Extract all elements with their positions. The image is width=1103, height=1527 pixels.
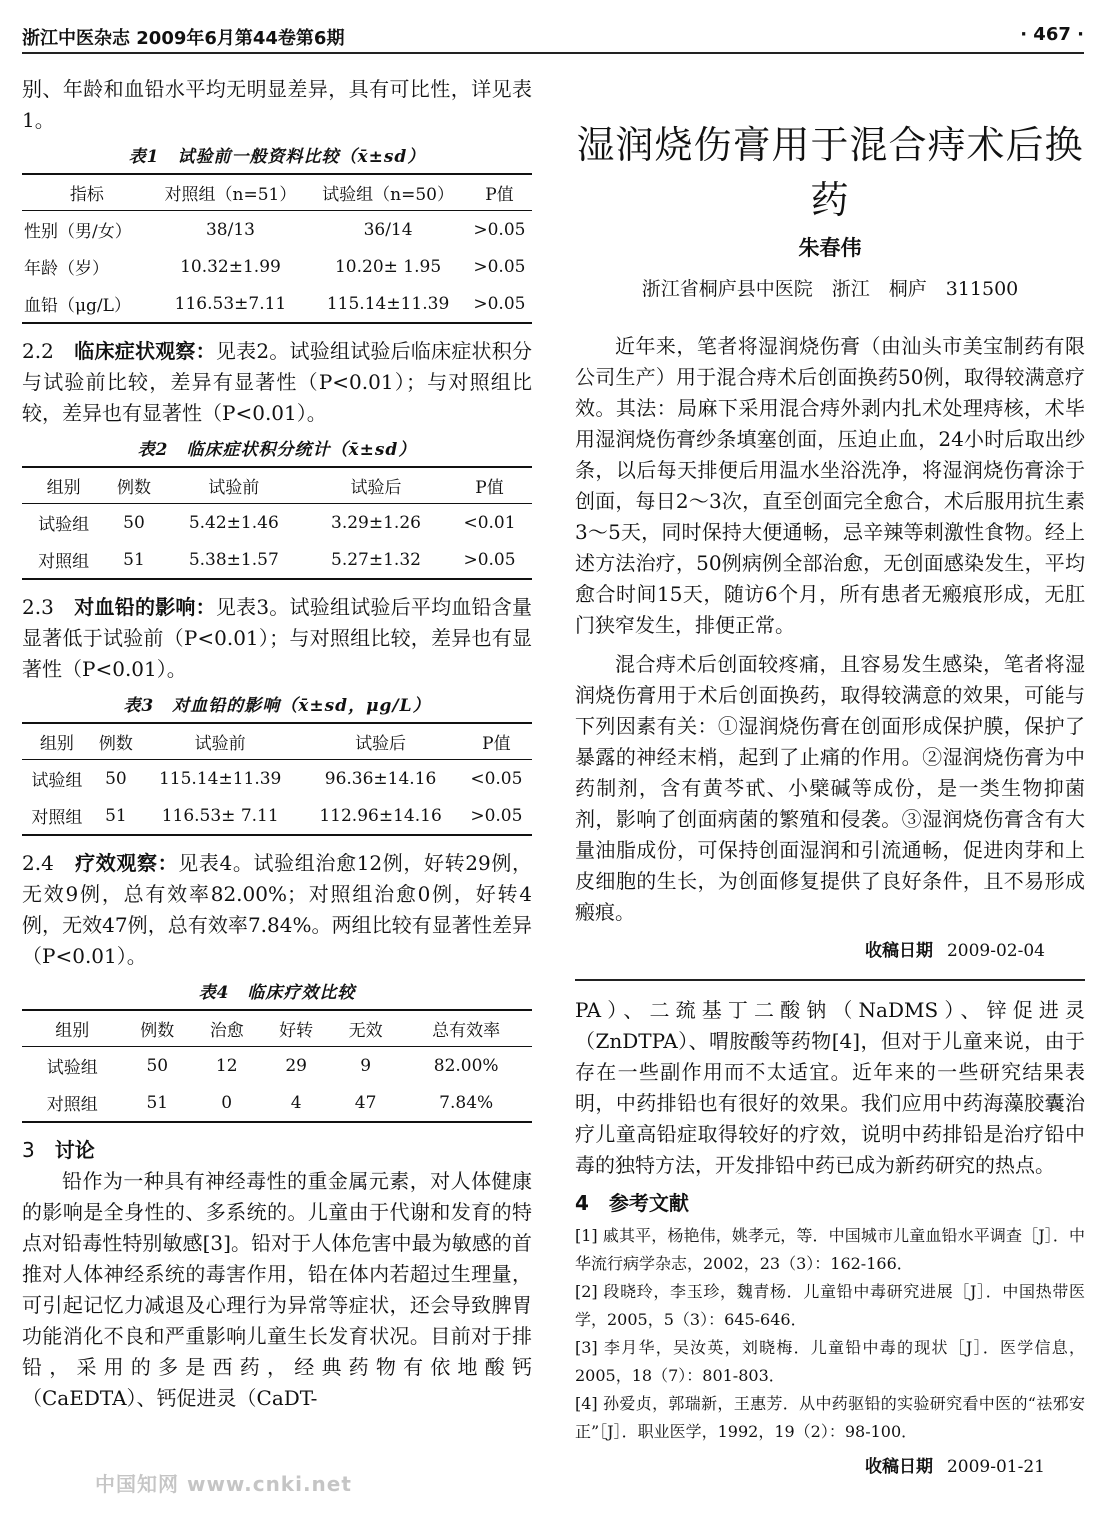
table-cell: >0.05 (463, 549, 516, 570)
table-header: 试验前 (208, 478, 260, 498)
table-cell: 9 (360, 1055, 372, 1076)
received-label: 收稿日期 (864, 1457, 933, 1477)
table-header: 组别 (55, 1021, 90, 1041)
article-title: 湿润烧伤膏用于混合痔术后换药 (576, 123, 1084, 222)
page-number: · 467 · (1020, 24, 1084, 45)
reference-item: [1] 戚其平，杨艳伟，姚孝元，等．中国城市儿童血铅水平调查［J］．中华流行病学杂志，2002，23（3）：162-166． (575, 1226, 1085, 1273)
table-row (22, 285, 532, 323)
table-cell: <0.01 (463, 512, 516, 533)
table-cell: <0.05 (470, 768, 523, 789)
section-heading: 讨论 (54, 1138, 95, 1162)
table-header: 试验前 (194, 734, 246, 754)
received-label: 收稿日期 (864, 941, 933, 961)
table-cell: >0.05 (473, 256, 526, 277)
section-number: 2.4 (22, 851, 54, 875)
table-header: 例数 (140, 1021, 175, 1041)
table1 (22, 173, 532, 324)
table-cell: 51 (146, 1092, 169, 1113)
table-cell: 血铅（μg/L） (24, 296, 131, 316)
table-header: 无效 (348, 1021, 383, 1041)
table-cell: 51 (105, 805, 127, 826)
table-row (22, 504, 532, 542)
section-text: 见表3。试验组试验后平均血铅含量显著低于试验前（P<0.01）；与对照组比较，差异也有显著性（P<0.01）。 (22, 595, 533, 681)
table-row (22, 1047, 532, 1085)
body-paragraph-1: 近年来，笔者将湿润烧伤膏（由汕头市美宝制药有限公司生产）用于混合痔术后创面换药50例，取得较满意疗效。其法：局麻下采用混合痔外剥内扎术处理痔核，术毕用湿润烧伤膏纱条填塞创面，压迫止血，24小时后取出纱条，以后每天排便后用温水坐浴洗净，将湿润烧伤膏涂于创面，每日2～3次，直至创面完全愈合，术后服用抗生素3～5天，同时保持大便通畅，忌辛辣等刺激性食物。经上述方法治疗，50例病例全部治愈，无创面感染发生，平均愈合时间15天，随访6个月，所有患者无瘢痕形成，无肛门狭窄发生，排便正常。 (575, 334, 1085, 637)
table-cell: 29 (285, 1055, 307, 1076)
table-cell: 对照组 (31, 808, 83, 828)
table-cell: 50 (105, 768, 127, 789)
table-row (22, 248, 532, 285)
table-row (22, 211, 532, 249)
table-header: 指标 (69, 185, 104, 205)
table-cell: 4 (290, 1092, 302, 1113)
received-date-2 (575, 1452, 1045, 1477)
table-cell: 115.14±11.39 (326, 293, 450, 314)
table-cell: 0 (221, 1092, 233, 1113)
section-number: 3 (22, 1138, 35, 1162)
table-header: P值 (482, 734, 511, 754)
reference-item: [3] 李月华，吴汝英，刘晓梅．儿童铅中毒的现状［J］．医学信息，2005，18（7）：801-803． (575, 1338, 1085, 1385)
table1-caption: 表1 试验前一般资料比较（x̄±sd） (128, 147, 426, 167)
section-heading: 临床症状观察： (74, 339, 216, 363)
section-text: 见表4。试验组治愈12例，好转29例，无效9例，总有效率82.00%；对照组治愈0例，好转4例，无效47例，总有效率7.84%。两组比较有显著性差异（P<0.01）。 (22, 851, 533, 968)
received-date-1 (575, 936, 1045, 961)
section-3-heading (22, 1135, 532, 1166)
table-cell: 116.53± 7.11 (161, 805, 279, 826)
table-header: 试验组（n=50） (322, 185, 454, 205)
section-text: 见表2。试验组试验后临床症状积分与试验前比较，差异有显著性（P<0.01）；与对照组比较，差异也有显著性（P<0.01）。 (22, 339, 533, 425)
reference-item: [2] 段晓玲，李玉珍，魏青杨．儿童铅中毒研究进展［J］．中国热带医学，2005，5（3）：645-646． (575, 1282, 1085, 1329)
table-cell: 对照组 (46, 1095, 98, 1115)
received-date: 2009-01-21 (946, 1457, 1045, 1477)
table4 (22, 1009, 532, 1123)
table-cell: >0.05 (473, 219, 526, 240)
table-cell: 10.32±1.99 (180, 256, 281, 277)
article-affiliation: 浙江省桐庐县中医院 浙江 桐庐 311500 (641, 278, 1019, 300)
table-row (22, 760, 532, 798)
section-heading: 对血铅的影响： (74, 595, 216, 619)
section-number: 2.3 (22, 595, 54, 619)
left-column (22, 74, 532, 1414)
table-cell: 对照组 (38, 552, 90, 572)
table-cell: 47 (354, 1092, 377, 1113)
section-2-4 (22, 848, 532, 972)
table-cell: >0.05 (470, 805, 523, 826)
table-header: P值 (485, 185, 514, 205)
table-cell: 试验组 (31, 771, 83, 791)
running-header (22, 24, 1084, 54)
table-header: 例数 (116, 478, 151, 498)
table-header: 组别 (39, 734, 74, 754)
table-header: 总有效率 (432, 1021, 501, 1041)
cnki-watermark: 中国知网 www.cnki.net (95, 1472, 352, 1496)
table-cell: 7.84% (439, 1092, 494, 1113)
table-header: 对照组（n=51） (164, 185, 297, 205)
table-header: 组别 (46, 478, 81, 498)
table-cell: 年龄（岁） (24, 259, 109, 279)
table-cell: 82.00% (433, 1055, 499, 1076)
table-header: P值 (475, 478, 504, 498)
section-number: 2.2 (22, 339, 54, 363)
table3 (22, 722, 532, 836)
table-cell: 试验组 (38, 515, 90, 535)
discussion-paragraph: 铅作为一种具有神经毒性的重金属元素，对人体健康的影响是全身性的、多系统的。儿童由于代谢和发育的特点对铅毒性特别敏感[3]。铅对于人体危害中最为敏感的首推对人体神经系统的毒害作用，铅在体内若超过生理量，可引起记忆力减退及心理行为异常等症状，还会导致脾胃功能消化不良和严重影响儿童生长发育状况。目前对于排铅，采用的多是西药，经典药物有依地酸钙（CaEDTA）、钙促进灵（CaDT- (22, 1169, 532, 1410)
table-cell: 50 (123, 512, 145, 533)
reference-item: [4] 孙爱贞，郭瑞新，王惠芳．从中药驱铅的实验研究看中医的“祛邪安正”［J］．职业医学，1992，19（2）：98-100． (575, 1394, 1085, 1441)
references-heading: 4 参考文献 (575, 1191, 689, 1215)
table4-caption: 表4 临床疗效比较 (198, 983, 356, 1003)
table-cell: 96.36±14.16 (324, 768, 437, 789)
journal-info: 浙江中医杂志 2009年6月第44卷第6期 (22, 28, 345, 49)
table-cell: 112.96±14.16 (319, 805, 442, 826)
section-divider (575, 979, 1085, 981)
table-cell: 115.14±11.39 (158, 768, 282, 789)
body-paragraph-2: 混合痔术后创面较疼痛，且容易发生感染，笔者将湿润烧伤膏用于术后创面换药，取得较满意的效果，可能与下列因素有关：①湿润烧伤膏在创面形成保护膜，保护了暴露的神经末梢，起到了止痛的作用。②湿润烧伤膏为中药制剂，含有黄芩甙、小檗碱等成份，是一类生物抑菌剂，影响了创面病菌的繁殖和侵袭。③湿润烧伤膏含有大量油脂成份，可保持创面湿润和引流通畅，促进肉芽和上皮细胞的生长，为创面修复提供了良好条件，且不易形成瘢痕。 (575, 652, 1085, 924)
table3-caption: 表3 对血铅的影响（x̄±sd，μg/L） (123, 696, 431, 716)
table-header: 好转 (279, 1021, 314, 1041)
table-header: 例数 (98, 734, 133, 754)
table-cell: >0.05 (473, 293, 526, 314)
section-heading: 疗效观察： (75, 851, 179, 875)
table-cell: 38/13 (205, 219, 255, 240)
table-cell: 116.53±7.11 (174, 293, 287, 314)
intro-paragraph: 别、年龄和血铅水平均无明显差异，具有可比性，详见表1。 (22, 77, 532, 132)
table-row (22, 1084, 532, 1122)
table-cell: 5.38±1.57 (188, 549, 279, 570)
table-cell: 12 (215, 1055, 238, 1076)
table-cell: 51 (123, 549, 145, 570)
table2-caption: 表2 临床症状积分统计（x̄±sd） (137, 440, 417, 460)
table-cell: 试验组 (46, 1058, 98, 1078)
article-author: 朱春伟 (798, 236, 862, 260)
table-cell: 5.42±1.46 (188, 512, 279, 533)
right-column (575, 74, 1085, 1495)
table-cell: 50 (146, 1055, 169, 1076)
table-header: 试验后 (350, 478, 402, 498)
received-date: 2009-02-04 (946, 941, 1045, 961)
continuation-paragraph: PA）、二巯基丁二酸钠（NaDMS）、锌促进灵（ZnDTPA）、喟胺酸等药物[4]，但对于儿童来说，由于存在一些副作用而不太适宜。近年来的一些研究结果表明，中药排铅也有很好的效果。我们应用中药海藻胶囊治疗儿童高铅症取得较好的疗效，说明中药排铅是治疗铅中毒的独特方法，开发排铅中药已成为新药研究的热点。 (575, 998, 1085, 1177)
table-cell: 性别（男/女） (24, 222, 132, 242)
table-row (22, 541, 532, 579)
section-2-3 (22, 592, 532, 685)
table-header: 治愈 (209, 1021, 244, 1041)
table2 (22, 466, 532, 580)
table-cell: 10.20± 1.95 (334, 256, 442, 277)
table-row (22, 797, 532, 835)
section-2-2 (22, 336, 532, 429)
table-header: 试验后 (355, 734, 407, 754)
table-cell: 36/14 (363, 219, 413, 240)
table-cell: 3.29±1.26 (331, 512, 421, 533)
table-cell: 5.27±1.32 (331, 549, 421, 570)
